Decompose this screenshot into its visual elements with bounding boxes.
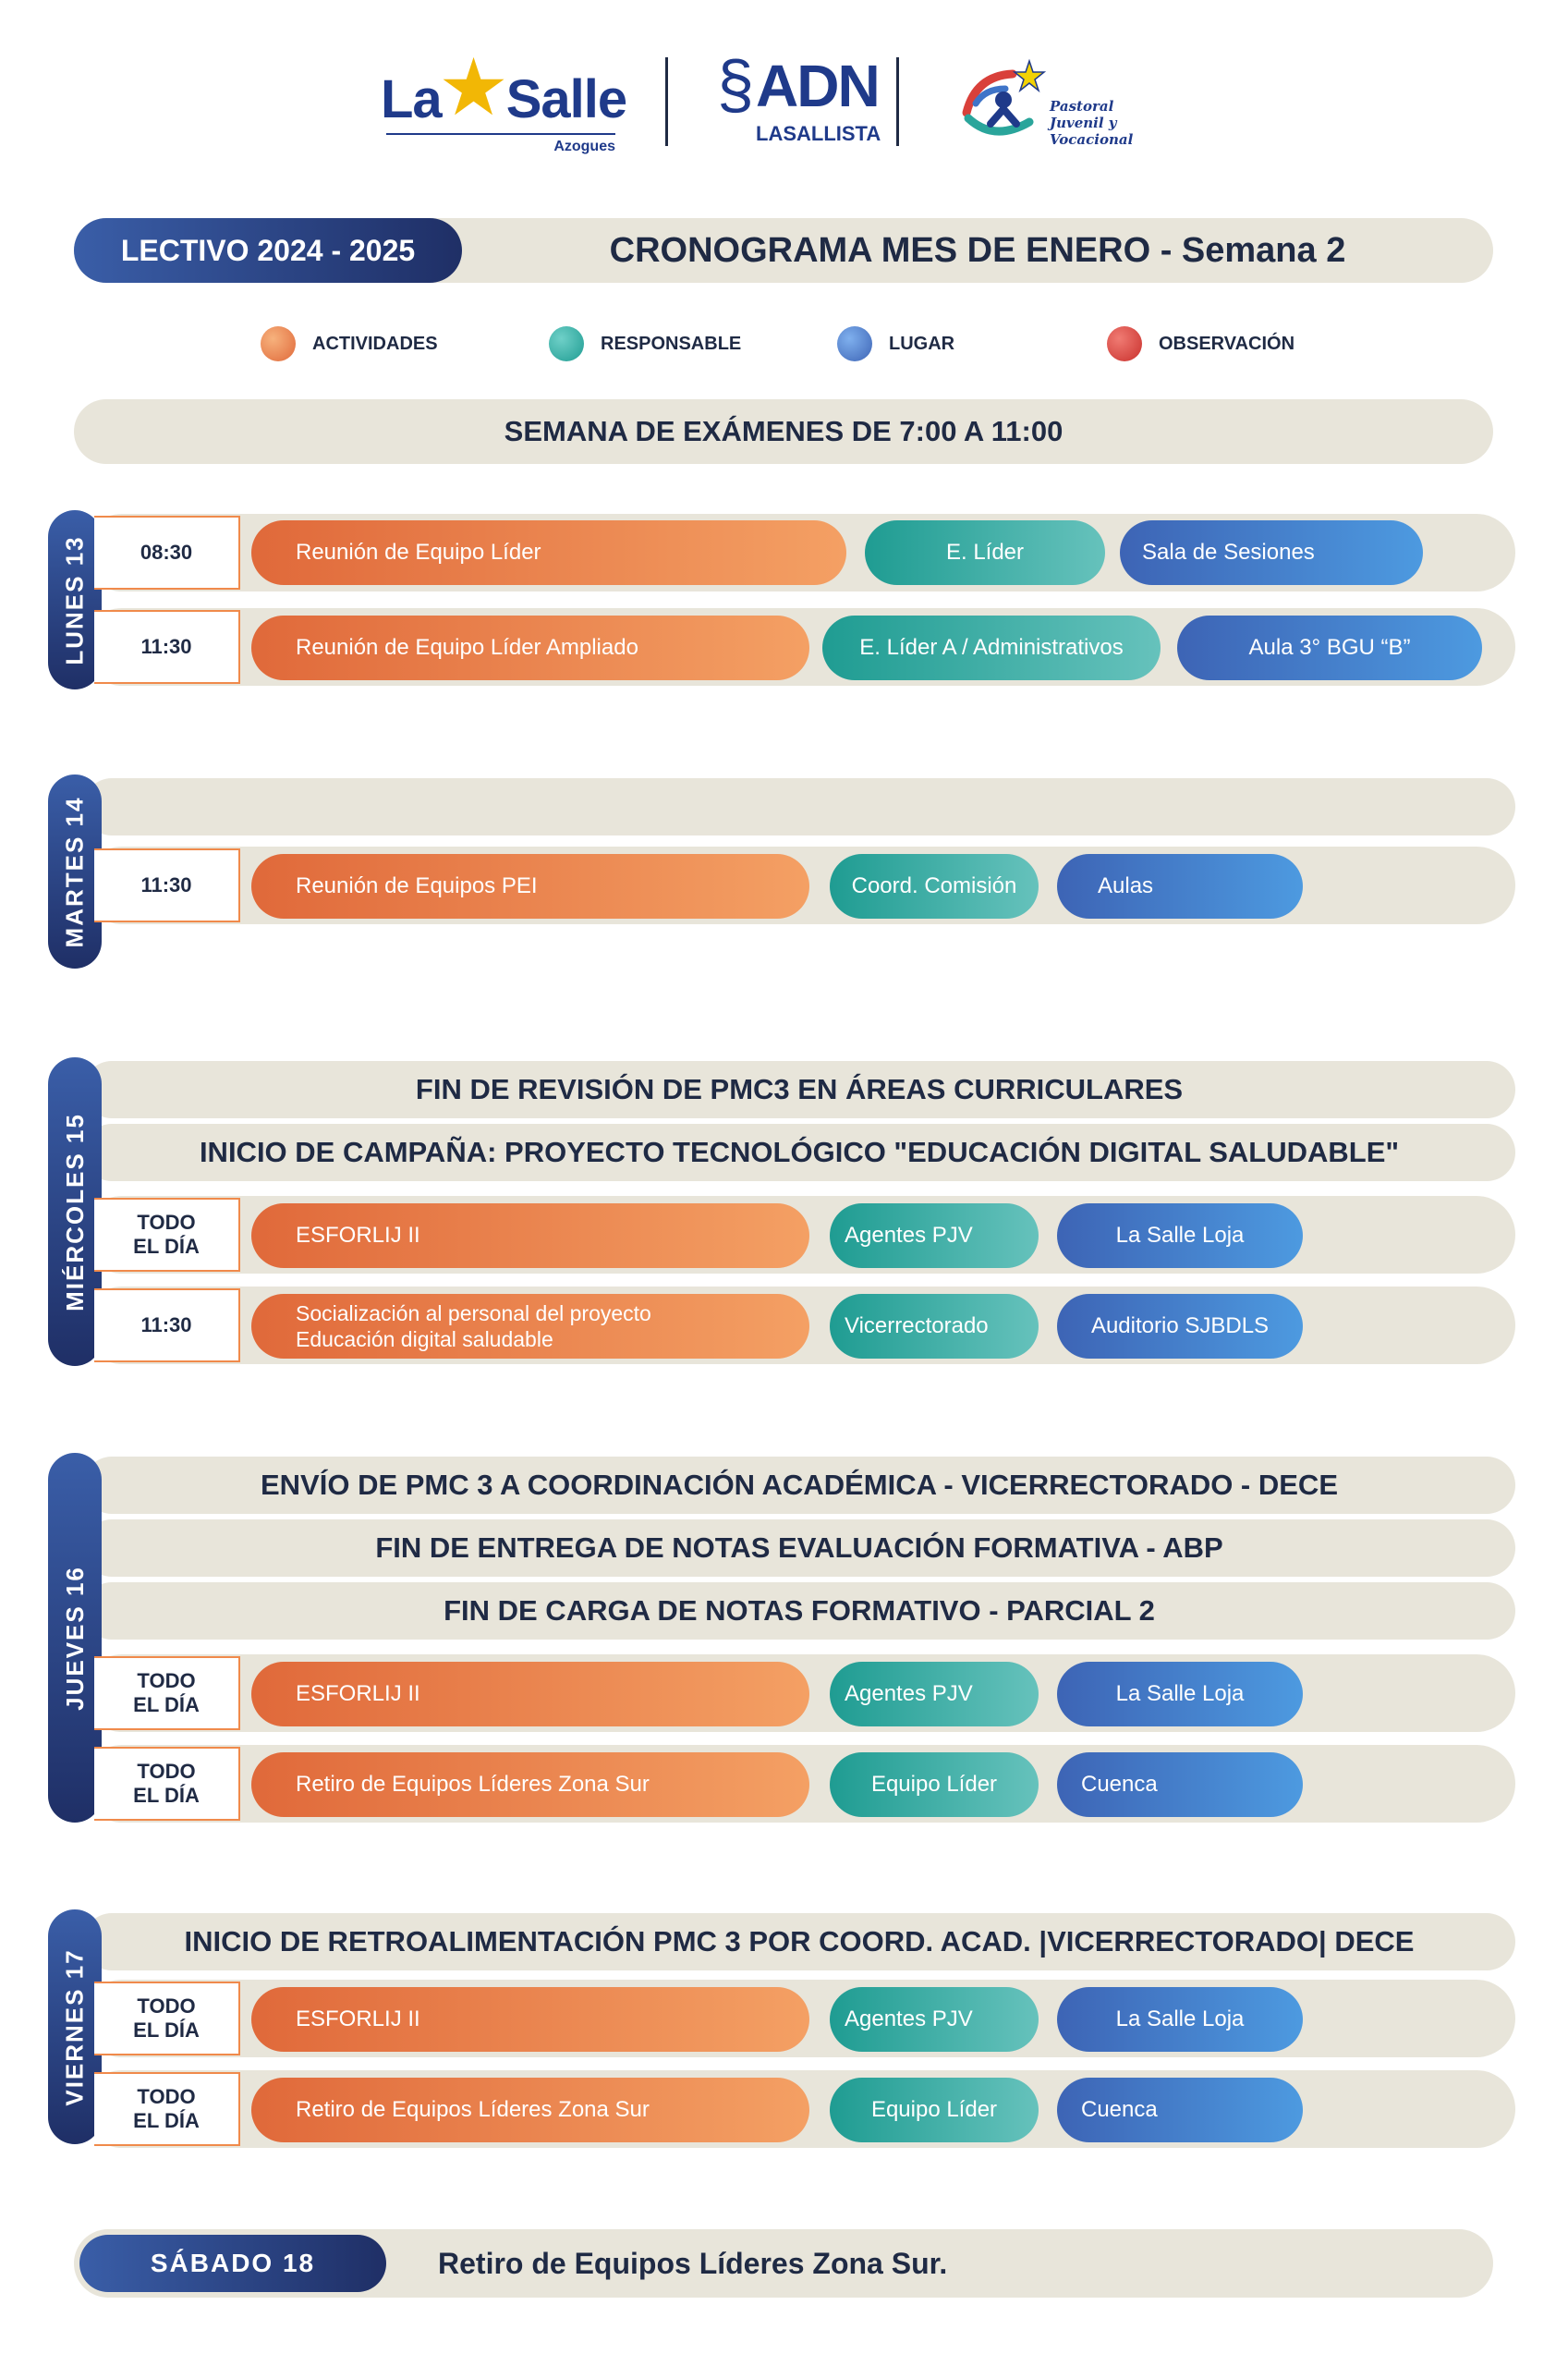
- star-icon: ★: [438, 43, 510, 132]
- dna-helix-icon: §: [717, 48, 755, 122]
- legend-dot-orange: [261, 326, 296, 361]
- saturday-activity: Retiro de Equipos Líderes Zona Sur.: [438, 2246, 948, 2280]
- lasalle-subtitle: Azogues: [553, 139, 615, 154]
- responsible-pill: E. Líder A / Administrativos: [822, 616, 1161, 680]
- responsible-pill: Vicerrectorado: [830, 1294, 1039, 1359]
- responsible-pill: Equipo Líder: [830, 1752, 1039, 1817]
- time-box: [94, 1198, 240, 1272]
- time-text: 08:30: [140, 541, 193, 564]
- legend-item-responsable: [549, 325, 741, 362]
- responsible-pill: Equipo Líder: [830, 2078, 1039, 2142]
- lasalle-logo: [381, 43, 627, 159]
- place-pill: La Salle Loja: [1057, 1662, 1303, 1726]
- activity-line: Educación digital saludable: [296, 1327, 553, 1351]
- time-box: [94, 1982, 240, 2055]
- day-label: MARTES 14: [60, 796, 89, 947]
- time-text: EL DÍA: [133, 1784, 200, 1807]
- time-box: [94, 1747, 240, 1821]
- time-box: [94, 2072, 240, 2146]
- page-title: CRONOGRAMA MES DE ENERO - Semana 2: [609, 230, 1346, 270]
- responsible-pill: E. Líder: [865, 520, 1105, 585]
- lasalle-word-left: La: [381, 69, 442, 129]
- time-text: TODO: [137, 1994, 196, 2018]
- logo-divider: [665, 57, 668, 146]
- day-tab-sabado: SÁBADO 18: [79, 2235, 386, 2292]
- pjv-emblem-icon: [957, 57, 1050, 150]
- time-text: TODO: [137, 1669, 196, 1692]
- lasalle-word-right: Salle: [505, 69, 627, 129]
- time-text: EL DÍA: [133, 1693, 200, 1716]
- week-banner: SEMANA DE EXÁMENES DE 7:00 A 11:00: [74, 399, 1493, 464]
- legend-item-observacion: [1107, 325, 1295, 362]
- place-pill: Auditorio SJBDLS: [1057, 1294, 1303, 1359]
- responsible-pill: Coord. Comisión: [830, 854, 1039, 919]
- note-band: INICIO DE CAMPAÑA: PROYECTO TECNOLÓGICO "EDUCACIÓN DIGITAL SALUDABLE": [83, 1124, 1515, 1181]
- legend-label: OBSERVACIÓN: [1159, 333, 1295, 354]
- time-text: EL DÍA: [133, 2109, 200, 2132]
- activity-pill: ESFORLIJ II: [251, 1203, 809, 1268]
- place-pill: La Salle Loja: [1057, 1987, 1303, 2052]
- legend-dot-red: [1107, 326, 1142, 361]
- legend-dot-blue: [837, 326, 872, 361]
- legend-item-actividades: [261, 325, 438, 362]
- activity-pill: Reunión de Equipo Líder: [251, 520, 846, 585]
- pastoral-logo: [957, 52, 1179, 153]
- activity-pill: ESFORLIJ II: [251, 1987, 809, 2052]
- time-box: [94, 848, 240, 922]
- legend-label: ACTIVIDADES: [312, 333, 438, 354]
- note-band: INICIO DE RETROALIMENTACIÓN PMC 3 POR COORD. ACAD. |VICERRECTORADO| DECE: [83, 1913, 1515, 1970]
- adn-subtitle: LASALLISTA: [756, 122, 881, 145]
- time-text: TODO: [137, 2085, 196, 2108]
- time-text: 11:30: [140, 1313, 192, 1336]
- school-year-pill: LECTIVO 2024 - 2025: [74, 218, 462, 283]
- time-text: TODO: [137, 1211, 196, 1234]
- legend-item-lugar: [837, 325, 954, 362]
- legend-dot-teal: [549, 326, 584, 361]
- activity-pill: Reunión de Equipo Líder Ampliado: [251, 616, 809, 680]
- place-pill: La Salle Loja: [1057, 1203, 1303, 1268]
- activity-pill: Reunión de Equipos PEI: [251, 854, 809, 919]
- time-text: TODO: [137, 1760, 196, 1783]
- time-text: EL DÍA: [133, 1235, 200, 1258]
- note-band: FIN DE REVISIÓN DE PMC3 EN ÁREAS CURRICULARES: [83, 1061, 1515, 1118]
- place-pill: Cuenca: [1057, 2078, 1303, 2142]
- place-pill: Sala de Sesiones: [1120, 520, 1423, 585]
- time-text: EL DÍA: [133, 2018, 200, 2042]
- time-text: 11:30: [140, 635, 192, 658]
- activity-line: Socialización al personal del proyecto: [296, 1301, 651, 1325]
- logo-divider: [896, 57, 899, 146]
- responsible-pill: Agentes PJV: [830, 1203, 1039, 1268]
- activity-pill: [251, 1294, 809, 1359]
- day-label: MIÉRCOLES 15: [60, 1112, 89, 1311]
- adn-word: ADN: [756, 53, 879, 119]
- place-pill: Cuenca: [1057, 1752, 1303, 1817]
- note-band: FIN DE ENTREGA DE NOTAS EVALUACIÓN FORMATIVA - ABP: [83, 1519, 1515, 1577]
- activity-pill: Retiro de Equipos Líderes Zona Sur: [251, 2078, 809, 2142]
- responsible-pill: Agentes PJV: [830, 1987, 1039, 2052]
- activity-pill: Retiro de Equipos Líderes Zona Sur: [251, 1752, 809, 1817]
- day-label: VIERNES 17: [60, 1947, 89, 2106]
- activity-pill: ESFORLIJ II: [251, 1662, 809, 1726]
- note-band: ENVÍO DE PMC 3 A COORDINACIÓN ACADÉMICA - VICERRECTORADO - DECE: [83, 1457, 1515, 1514]
- time-box: [94, 1288, 240, 1362]
- pjv-line1: Pastoral: [1050, 98, 1114, 115]
- note-band: FIN DE CARGA DE NOTAS FORMATIVO - PARCIAL 2: [83, 1582, 1515, 1640]
- time-box: [94, 516, 240, 590]
- logo-underline: [386, 133, 615, 135]
- legend-label: RESPONSABLE: [601, 333, 742, 354]
- empty-row: [83, 778, 1515, 835]
- day-label: JUEVES 16: [60, 1565, 89, 1711]
- day-label: LUNES 13: [60, 534, 89, 665]
- place-pill: Aulas: [1057, 854, 1303, 919]
- time-box: [94, 610, 240, 684]
- pjv-line2: Juvenil y Vocacional: [1050, 115, 1134, 148]
- time-text: 11:30: [140, 873, 192, 896]
- responsible-pill: Agentes PJV: [830, 1662, 1039, 1726]
- adn-lasallista-logo: [717, 48, 881, 153]
- place-pill: Aula 3° BGU “B”: [1177, 616, 1482, 680]
- legend-label: LUGAR: [889, 333, 955, 354]
- time-box: [94, 1656, 240, 1730]
